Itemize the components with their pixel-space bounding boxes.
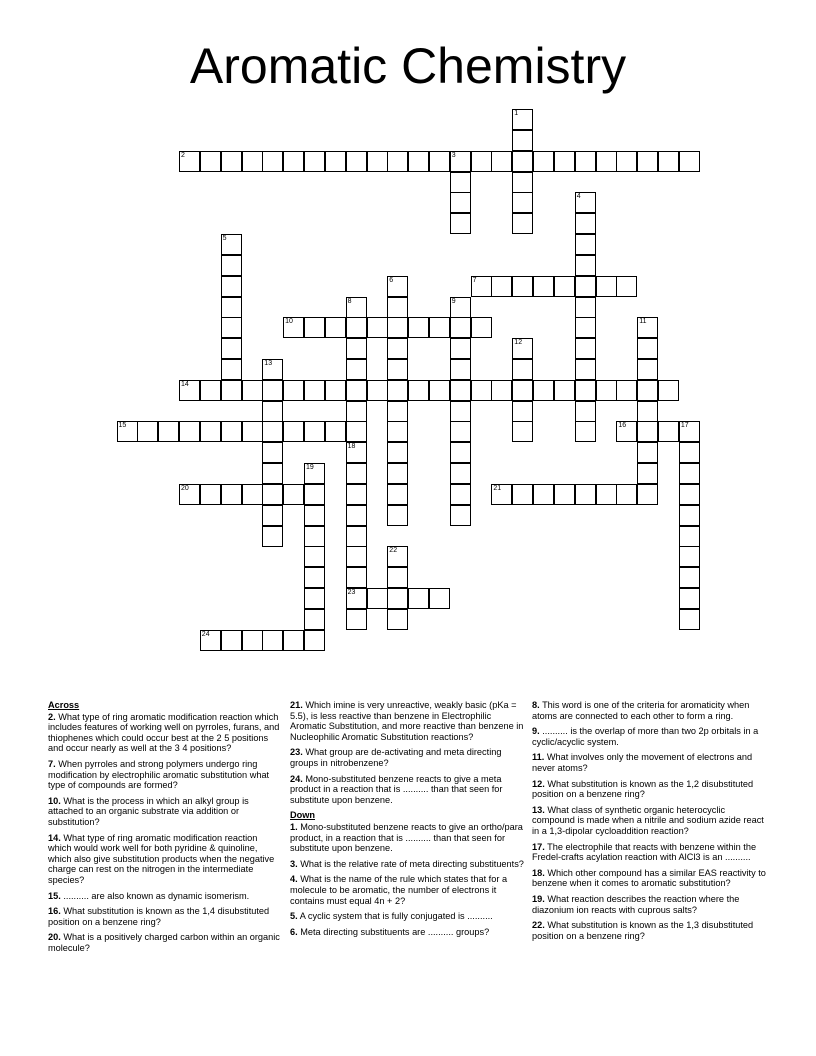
clue-across-21: 21. Which imine is very unreactive, weakly basic (pKa = 5.5), is less reactive than benzene in Electrophilic Aromatic Substitution, and more reactive than benzene in Nucleophilic Aromatic Substitution reactions?: [290, 700, 524, 742]
grid-cell[interactable]: [117, 421, 138, 442]
grid-cell[interactable]: [679, 609, 700, 630]
grid-cell[interactable]: [512, 172, 533, 193]
grid-cell[interactable]: [221, 255, 242, 276]
clue-down-12: 12. What substitution is known as the 1,2 disubstituted position on a benzene ring?: [532, 778, 754, 800]
grid-cell[interactable]: [575, 380, 596, 401]
grid-cell[interactable]: [471, 276, 492, 297]
grid-cell[interactable]: [346, 338, 367, 359]
grid-cell[interactable]: [221, 297, 242, 318]
grid-cell[interactable]: [137, 421, 158, 442]
clue-number: 14: [181, 380, 189, 388]
clue-across-10: 10. What is the process in which an alkyl group is attached to an organic substrate via addition or substitution?: [48, 795, 249, 827]
clue-across-7: 7. When pyrroles and strong polymers undergo ring modification by electrophilic aromatic substitution what type of compounds are formed?: [48, 758, 270, 791]
grid-cell[interactable]: [262, 151, 283, 172]
grid-cell[interactable]: [262, 463, 283, 484]
grid-cell[interactable]: [450, 421, 471, 442]
clue-number: 17: [680, 422, 689, 430]
grid-cell[interactable]: [221, 338, 242, 359]
grid-cell[interactable]: [387, 567, 408, 588]
grid-cell[interactable]: [283, 317, 304, 338]
grid-cell[interactable]: [679, 484, 700, 505]
grid-cell[interactable]: [158, 421, 179, 442]
grid-cell[interactable]: [575, 151, 596, 172]
clue-number: 18: [347, 443, 356, 451]
grid-cell[interactable]: [304, 151, 325, 172]
grid-cell[interactable]: [554, 380, 575, 401]
grid-cell[interactable]: [387, 463, 408, 484]
grid-cell[interactable]: [658, 421, 679, 442]
grid-cell[interactable]: [512, 109, 533, 130]
grid-cell[interactable]: [679, 505, 700, 526]
grid-cell[interactable]: [491, 151, 512, 172]
grid-cell[interactable]: [221, 317, 242, 338]
grid-cell[interactable]: [575, 421, 596, 442]
grid-cell[interactable]: [679, 421, 700, 442]
grid-cell[interactable]: [283, 380, 304, 401]
clue-down-1: 1. Mono-substituted benzene reacts to give an ortho/para product, in a reaction that is .......... than that seen for substitute upon benzene.: [290, 821, 523, 854]
grid-cell[interactable]: [512, 484, 533, 505]
clue-number: 5: [222, 235, 227, 242]
clues-column-3: [532, 700, 768, 946]
down-header: Down: [290, 810, 316, 821]
grid-cell[interactable]: [575, 234, 596, 255]
grid-cell[interactable]: [346, 297, 367, 318]
grid-cell[interactable]: [262, 380, 283, 401]
clue-number: 7: [472, 276, 477, 284]
grid-cell[interactable]: [450, 151, 471, 172]
grid-cell[interactable]: [221, 276, 242, 297]
grid-cell[interactable]: [346, 567, 367, 588]
grid-cell[interactable]: [367, 380, 388, 401]
grid-cell[interactable]: [346, 526, 367, 547]
grid-cell[interactable]: [262, 421, 283, 442]
grid-cell[interactable]: [658, 151, 679, 172]
grid-cell[interactable]: [262, 401, 283, 422]
grid-cell[interactable]: [367, 151, 388, 172]
clue-number: 4: [576, 193, 581, 201]
grid-cell[interactable]: [387, 338, 408, 359]
clue-down-19: 19. What reaction describes the reaction where the diazonium ion reacts with cuprous salts?: [532, 893, 740, 915]
grid-cell[interactable]: [679, 546, 700, 567]
grid-cell[interactable]: [408, 588, 429, 609]
clue-across-2: 2. What type of ring aromatic modification reaction which includes features of working well on pyrroles, furans, and thiophenes which could occur best at the 2 5 positions and occur nearly as well at the 3 4 positions?: [48, 711, 280, 754]
clue-across-20: 20. What is a positively charged carbon within an organic molecule?: [48, 932, 280, 953]
grid-cell[interactable]: [450, 338, 471, 359]
grid-cell[interactable]: [450, 380, 471, 401]
grid-cell[interactable]: [387, 359, 408, 380]
grid-cell[interactable]: [450, 192, 471, 213]
grid-cell[interactable]: [221, 359, 242, 380]
grid-cell[interactable]: [304, 380, 325, 401]
grid-cell[interactable]: [304, 505, 325, 526]
clue-number: 23: [347, 589, 356, 597]
grid-cell[interactable]: [221, 380, 242, 401]
grid-cell[interactable]: [491, 484, 512, 505]
clue-number: 3: [451, 151, 456, 159]
grid-cell[interactable]: [575, 401, 596, 422]
grid-cell[interactable]: [554, 484, 575, 505]
grid-cell[interactable]: [304, 421, 325, 442]
clue-number: 9: [451, 297, 456, 305]
grid-cell[interactable]: [679, 567, 700, 588]
clue-across-16: 16. What substitution is known as the 1,4 disubstituted position on a benzene ring?: [48, 906, 270, 927]
grid-cell[interactable]: [575, 255, 596, 276]
grid-cell[interactable]: [679, 463, 700, 484]
clue-number: 16: [618, 422, 627, 430]
grid-cell[interactable]: [304, 546, 325, 567]
grid-cell[interactable]: [408, 151, 429, 172]
grid-cell[interactable]: [450, 442, 471, 463]
grid-cell[interactable]: [179, 484, 200, 505]
clue-number: 12: [514, 339, 523, 347]
grid-cell[interactable]: [616, 380, 637, 401]
grid-cell[interactable]: [262, 630, 283, 651]
grid-cell[interactable]: [637, 421, 658, 442]
grid-cell[interactable]: [200, 630, 221, 651]
clue-across-14: 14. What type of ring aromatic modification reaction which would work well for both pyridine & quinoline, which also give substitution products when the negative charge can rest on the nitrogen in the intermediate species?: [48, 832, 275, 885]
grid-cell[interactable]: [512, 151, 533, 172]
grid-cell[interactable]: [242, 380, 263, 401]
grid-cell[interactable]: [637, 484, 658, 505]
grid-cell[interactable]: [387, 484, 408, 505]
grid-cell[interactable]: [200, 484, 221, 505]
grid-cell[interactable]: [346, 401, 367, 422]
grid-cell[interactable]: [512, 213, 533, 234]
grid-cell[interactable]: [512, 338, 533, 359]
grid-cell[interactable]: [179, 380, 200, 401]
grid-cell[interactable]: [221, 234, 242, 255]
clue-down-4: 4. What is the name of the rule which states that for a molecule to be aromatic, the number of electrons it contains must equal 4n + 2?: [290, 874, 508, 906]
grid-cell[interactable]: [387, 505, 408, 526]
clues-column-2: [290, 700, 524, 942]
grid-cell[interactable]: [346, 463, 367, 484]
grid-cell[interactable]: [679, 526, 700, 547]
grid-cell[interactable]: [596, 484, 617, 505]
grid-cell[interactable]: [450, 359, 471, 380]
clue-number: 2: [181, 151, 185, 159]
grid-cell[interactable]: [325, 317, 346, 338]
grid-cell[interactable]: [471, 380, 492, 401]
grid-cell[interactable]: [304, 317, 325, 338]
grid-cell[interactable]: [242, 151, 263, 172]
grid-cell[interactable]: [387, 442, 408, 463]
grid-cell[interactable]: [679, 151, 700, 172]
grid-cell[interactable]: [637, 380, 658, 401]
grid-cell[interactable]: [325, 380, 346, 401]
grid-cell[interactable]: [512, 276, 533, 297]
grid-cell[interactable]: [575, 297, 596, 318]
grid-cell[interactable]: [575, 192, 596, 213]
grid-cell[interactable]: [179, 421, 200, 442]
grid-cell[interactable]: [325, 421, 346, 442]
clue-down-17: 17. The electrophile that reacts with benzene within the Fredel-crafts acylation reaction with AlCl3 is an ..........: [532, 841, 757, 863]
grid-cell[interactable]: [512, 401, 533, 422]
grid-cell[interactable]: [346, 588, 367, 609]
grid-cell[interactable]: [304, 463, 325, 484]
clue-number: 13: [264, 360, 273, 367]
grid-cell[interactable]: [491, 380, 512, 401]
grid-cell[interactable]: [596, 151, 617, 172]
clues-column-1: [48, 700, 282, 958]
grid-cell[interactable]: [262, 359, 283, 380]
grid-cell[interactable]: [450, 484, 471, 505]
grid-cell[interactable]: [387, 297, 408, 318]
grid-cell[interactable]: [387, 317, 408, 338]
grid-cell[interactable]: [304, 609, 325, 630]
grid-cell[interactable]: [346, 484, 367, 505]
grid-cell[interactable]: [533, 276, 554, 297]
grid-cell[interactable]: [450, 505, 471, 526]
grid-cell[interactable]: [200, 421, 221, 442]
grid-cell[interactable]: [325, 151, 346, 172]
grid-cell[interactable]: [242, 484, 263, 505]
grid-cell[interactable]: [262, 442, 283, 463]
grid-cell[interactable]: [283, 630, 304, 651]
grid-cell[interactable]: [387, 421, 408, 442]
grid-cell[interactable]: [387, 546, 408, 567]
grid-cell[interactable]: [429, 151, 450, 172]
grid-cell[interactable]: [283, 421, 304, 442]
grid-cell[interactable]: [596, 380, 617, 401]
grid-cell[interactable]: [346, 380, 367, 401]
clue-number: 20: [181, 484, 189, 492]
grid-cell[interactable]: [637, 359, 658, 380]
grid-cell[interactable]: [346, 317, 367, 338]
grid-cell[interactable]: [221, 151, 242, 172]
grid-cell[interactable]: [346, 359, 367, 380]
grid-cell[interactable]: [367, 317, 388, 338]
grid-cell[interactable]: [450, 213, 471, 234]
grid-cell[interactable]: [367, 588, 388, 609]
grid-cell[interactable]: [471, 317, 492, 338]
grid-cell[interactable]: [200, 151, 221, 172]
grid-cell[interactable]: [346, 609, 367, 630]
grid-cell[interactable]: [429, 588, 450, 609]
grid-cell[interactable]: [242, 421, 263, 442]
grid-cell[interactable]: [304, 484, 325, 505]
clue-down-3: 3. What is the relative rate of meta directing substituents?: [290, 858, 524, 869]
clue-number: 19: [306, 464, 314, 472]
puzzle-title: Aromatic Chemistry: [189, 38, 627, 94]
grid-cell[interactable]: [179, 151, 200, 172]
clue-across-24: 24. Mono-substituted benzene reacts to give a meta product in a reaction that is .......... than that seen for substitute upon benzene.: [290, 773, 503, 805]
grid-cell[interactable]: [512, 380, 533, 401]
clue-number: 15: [118, 422, 127, 430]
grid-cell[interactable]: [596, 276, 617, 297]
grid-cell[interactable]: [200, 380, 221, 401]
grid-cell[interactable]: [679, 442, 700, 463]
clue-down-18: 18. Which other compound has a similar EAS reactivity to benzene when it comes to aromatic substitution?: [532, 867, 766, 889]
grid-cell[interactable]: [408, 317, 429, 338]
grid-cell[interactable]: [262, 505, 283, 526]
grid-cell[interactable]: [262, 526, 283, 547]
grid-cell[interactable]: [512, 421, 533, 442]
grid-cell[interactable]: [262, 484, 283, 505]
grid-cell[interactable]: [637, 151, 658, 172]
grid-cell[interactable]: [450, 463, 471, 484]
grid-cell[interactable]: [637, 401, 658, 422]
grid-cell[interactable]: [616, 276, 637, 297]
grid-cell[interactable]: [304, 588, 325, 609]
clue-number: 8: [347, 297, 352, 305]
grid-cell[interactable]: [471, 151, 492, 172]
clue-across-15: 15. .......... are also known as dynamic isomerism.: [48, 890, 250, 901]
grid-cell[interactable]: [450, 317, 471, 338]
clue-down-11: 11. What involves only the movement of electrons and never atoms?: [532, 752, 753, 773]
grid-cell[interactable]: [429, 380, 450, 401]
grid-cell[interactable]: [512, 130, 533, 151]
grid-cell[interactable]: [658, 380, 679, 401]
grid-cell[interactable]: [450, 401, 471, 422]
clue-down-6: 6. Meta directing substituents are .......... groups?: [290, 926, 490, 937]
grid-cell[interactable]: [512, 192, 533, 213]
grid-cell[interactable]: [221, 630, 242, 651]
grid-cell[interactable]: [616, 151, 637, 172]
grid-cell[interactable]: [575, 484, 596, 505]
grid-cell[interactable]: [491, 276, 512, 297]
grid-cell[interactable]: [346, 151, 367, 172]
grid-cell[interactable]: [616, 484, 637, 505]
clue-down-8: 8. This word is one of the criteria for aromaticity when atoms are connected to each other to form a ring.: [532, 700, 750, 721]
clue-number: 1: [514, 110, 519, 117]
grid-cell[interactable]: [533, 380, 554, 401]
grid-cell[interactable]: [387, 401, 408, 422]
grid-cell[interactable]: [554, 276, 575, 297]
grid-cell[interactable]: [387, 588, 408, 609]
grid-cell[interactable]: [575, 213, 596, 234]
grid-cell[interactable]: [575, 338, 596, 359]
grid-cell[interactable]: [575, 317, 596, 338]
grid-cell[interactable]: [429, 317, 450, 338]
grid-cell[interactable]: [387, 276, 408, 297]
grid-cell[interactable]: [408, 380, 429, 401]
clue-number: 21: [493, 484, 502, 492]
grid-cell[interactable]: [450, 297, 471, 318]
grid-cell[interactable]: [346, 546, 367, 567]
clue-number: 11: [639, 318, 647, 326]
grid-cell[interactable]: [283, 151, 304, 172]
clue-down-13: 13. What class of synthetic organic heterocyclic compound is made when a nitrile and sodium azide react in a 1,3-dipolar cycloaddition reaction?: [532, 804, 764, 836]
clue-number: 24: [201, 630, 210, 638]
grid-cell[interactable]: [283, 484, 304, 505]
grid-cell[interactable]: [512, 359, 533, 380]
grid-cell[interactable]: [554, 151, 575, 172]
grid-cell[interactable]: [346, 442, 367, 463]
grid-cell[interactable]: [221, 421, 242, 442]
grid-cell[interactable]: [637, 338, 658, 359]
clue-across-23: 23. What group are de-activating and meta directing groups in nitrobenzene?: [290, 747, 502, 768]
clue-number: 10: [285, 318, 293, 326]
clue-number: 22: [389, 547, 398, 555]
clue-down-22: 22. What substitution is known as the 1,3 disubstituted position on a benzene ring?: [532, 920, 754, 941]
clue-down-5: 5. A cyclic system that is fully conjugated is ..........: [290, 911, 493, 922]
grid-cell[interactable]: [575, 359, 596, 380]
clue-number: 6: [389, 276, 394, 284]
grid-cell[interactable]: [387, 151, 408, 172]
grid-cell[interactable]: [242, 630, 263, 651]
clue-down-9: 9. .......... is the overlap of more than two 2p orbitals in a cyclic/acyclic system.: [532, 726, 759, 747]
across-header: Across: [48, 700, 80, 710]
grid-cell[interactable]: [637, 463, 658, 484]
grid-cell[interactable]: [575, 276, 596, 297]
grid-cell[interactable]: [533, 151, 554, 172]
grid-cell[interactable]: [304, 526, 325, 547]
grid-cell[interactable]: [679, 588, 700, 609]
grid-cell[interactable]: [450, 172, 471, 193]
grid-cell[interactable]: [387, 609, 408, 630]
grid-cell[interactable]: [221, 484, 242, 505]
grid-cell[interactable]: [346, 505, 367, 526]
grid-cell[interactable]: [346, 421, 367, 442]
grid-cell[interactable]: [304, 567, 325, 588]
grid-cell[interactable]: [533, 484, 554, 505]
grid-cell[interactable]: [387, 380, 408, 401]
grid-cell[interactable]: [616, 421, 637, 442]
grid-cell[interactable]: [637, 317, 658, 338]
grid-cell[interactable]: [304, 630, 325, 651]
grid-cell[interactable]: [637, 442, 658, 463]
